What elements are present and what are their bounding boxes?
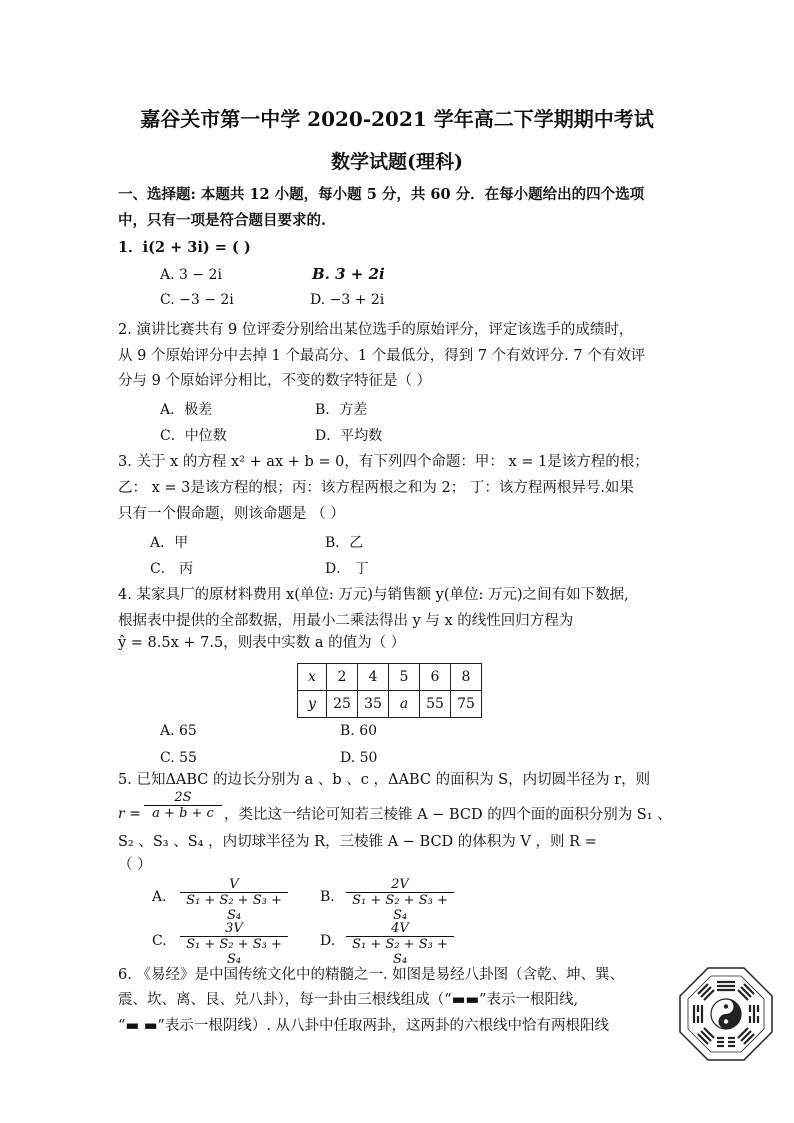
q5-option-d-frac xyxy=(346,921,454,967)
table-cell: 25 xyxy=(327,691,358,718)
q4-option-d: D. 50 xyxy=(340,750,378,766)
q5-line-3: S₂ 、S₃ 、S₄ ，内切球半径为 R，三棱锥 A − BCD 的体积为 V ，则 R = xyxy=(118,834,597,850)
section-heading-2: 中，只有一项是符合题目要求的. xyxy=(118,212,327,229)
q1-option-d: D. −3 + 2i xyxy=(310,292,385,308)
q6-line-1: 6. 《易经》是中国传统文化中的精髓之一. 如图是易经八卦图（含乾、坤、巽、 xyxy=(118,967,625,983)
table-cell: 75 xyxy=(451,691,482,718)
q3-line-2: 乙： x = 3是该方程的根；丙：该方程两根之和为 2； 丁：该方程两根异号.如果 xyxy=(118,480,634,496)
table-row-x xyxy=(298,664,482,691)
q5-option-c-den: S₁ + S₂ + S₃ + S₄ xyxy=(186,937,282,967)
q5-option-d-label: D. xyxy=(320,933,336,949)
q3-line-3: 只有一个假命题，则该命题是 （ ） xyxy=(118,506,345,522)
table-cell: 8 xyxy=(451,664,482,691)
q5-option-b-den: S₁ + S₂ + S₃ + S₄ xyxy=(352,893,448,923)
exam-subtitle: 数学试题(理科) xyxy=(331,151,463,173)
q3-option-d: D． 丁 xyxy=(325,561,369,577)
q4-line-3: ŷ = 8.5x + 7.5，则表中实数 a 的值为（ ） xyxy=(118,635,406,651)
q1-option-c: C. −3 − 2i xyxy=(160,292,234,308)
q3-option-a: A．甲 xyxy=(150,535,189,551)
q4-line-1: 4. 某家具厂的原材料费用 x(单位: 万元)与销售额 y(单位: 万元)之间有如下数据, xyxy=(118,587,629,603)
bagua-diagram xyxy=(678,966,774,1062)
q5-option-b-num: 2V xyxy=(346,877,454,893)
table-cell: 35 xyxy=(358,691,389,718)
q5-option-d-num: 4V xyxy=(346,921,454,937)
q2-option-c: C．中位数 xyxy=(160,428,227,444)
q5-r-eq: r = xyxy=(118,806,141,822)
q2-option-a: A．极差 xyxy=(160,402,213,418)
q5-paren: （ ） xyxy=(118,857,152,873)
q2-line-3: 分与 9 个原始评分相比，不变的数字特征是（ ） xyxy=(118,373,432,389)
q5-option-c-label: C. xyxy=(152,933,167,949)
table-cell: 6 xyxy=(420,664,451,691)
q4-line-2: 根据表中提供的全部数据，用最小二乘法得出 y 与 x 的线性回归方程为 xyxy=(118,613,574,629)
q5-option-b-frac xyxy=(346,877,454,923)
q5-option-b-label: B. xyxy=(320,889,335,905)
q4-option-a: A. 65 xyxy=(160,723,197,739)
table-cell: a xyxy=(389,691,420,718)
q3-option-c: C． 丙 xyxy=(150,561,194,577)
q5-fraction xyxy=(144,790,222,821)
q5-frac-den: a + b + c xyxy=(152,806,214,821)
q6-line-2: 震、坎、离、艮、兑八卦），每一卦由三根线组成（“▬▬”表示一根阳线, xyxy=(118,992,579,1008)
q5-option-d-den: S₁ + S₂ + S₃ + S₄ xyxy=(352,937,448,967)
q5-line-2: ，类比这一结论可知若三棱锥 A − BCD 的四个面的面积分别为 S₁ 、 xyxy=(224,807,672,823)
q2-line-2: 从 9 个原始评分中去掉 1 个最高分、1 个最低分，得到 7 个有效评分. 7 个有效评 xyxy=(118,348,646,364)
q5-option-a-num: V xyxy=(180,877,288,893)
q5-frac-num: 2S xyxy=(144,790,222,806)
q4-option-b: B. 60 xyxy=(340,723,378,739)
q5-line-1: 5. 已知ΔABC 的边长分别为 a 、b 、c ，ΔABC 的面积为 S，内切圆半径为 r，则 xyxy=(118,772,651,788)
section-heading-1: 一、选择题: 本题共 12 小题，每小题 5 分，共 60 分．在每小题给出的四个选项 xyxy=(118,186,645,203)
table-cell: x xyxy=(298,664,327,691)
table-cell: 2 xyxy=(327,664,358,691)
q6-line-3: “▬ ▬”表示一根阴线）. 从八卦中任取两卦，这两卦的六根线中恰有两根阳线 xyxy=(118,1018,610,1034)
q3-option-b: B．乙 xyxy=(325,535,364,551)
data-table xyxy=(297,663,482,718)
q5-option-c-frac xyxy=(180,921,288,967)
table-cell: y xyxy=(298,691,327,718)
q5-option-a-den: S₁ + S₂ + S₃ + S₄ xyxy=(186,893,282,923)
q1-stem: 1．i(2 + 3i) = ( ) xyxy=(118,239,251,256)
q2-option-b: B．方差 xyxy=(315,402,368,418)
table-cell: 4 xyxy=(358,664,389,691)
table-cell: 5 xyxy=(389,664,420,691)
q3-line-1: 3. 关于 x 的方程 x² + ax + b = 0，有下列四个命题：甲： x = 1是该方程的根； xyxy=(118,454,649,470)
q5-option-c-num: 3V xyxy=(180,921,288,937)
q1-option-b: B. 3 + 2i xyxy=(312,265,385,283)
exam-title: 嘉谷关市第一中学 2020-2021 学年高二下学期期中考试 xyxy=(140,107,654,131)
q4-option-c: C. 55 xyxy=(160,750,197,766)
q5-option-a-label: A. xyxy=(152,889,167,905)
q1-option-a: A. 3 − 2i xyxy=(160,267,222,283)
table-row-y xyxy=(298,691,482,718)
q2-line-1: 2. 演讲比赛共有 9 位评委分别给出某位选手的原始评分，评定该选手的成绩时， xyxy=(118,322,634,338)
q5-option-a-frac xyxy=(180,877,288,923)
table-cell: 55 xyxy=(420,691,451,718)
q2-option-d: D．平均数 xyxy=(315,428,383,444)
